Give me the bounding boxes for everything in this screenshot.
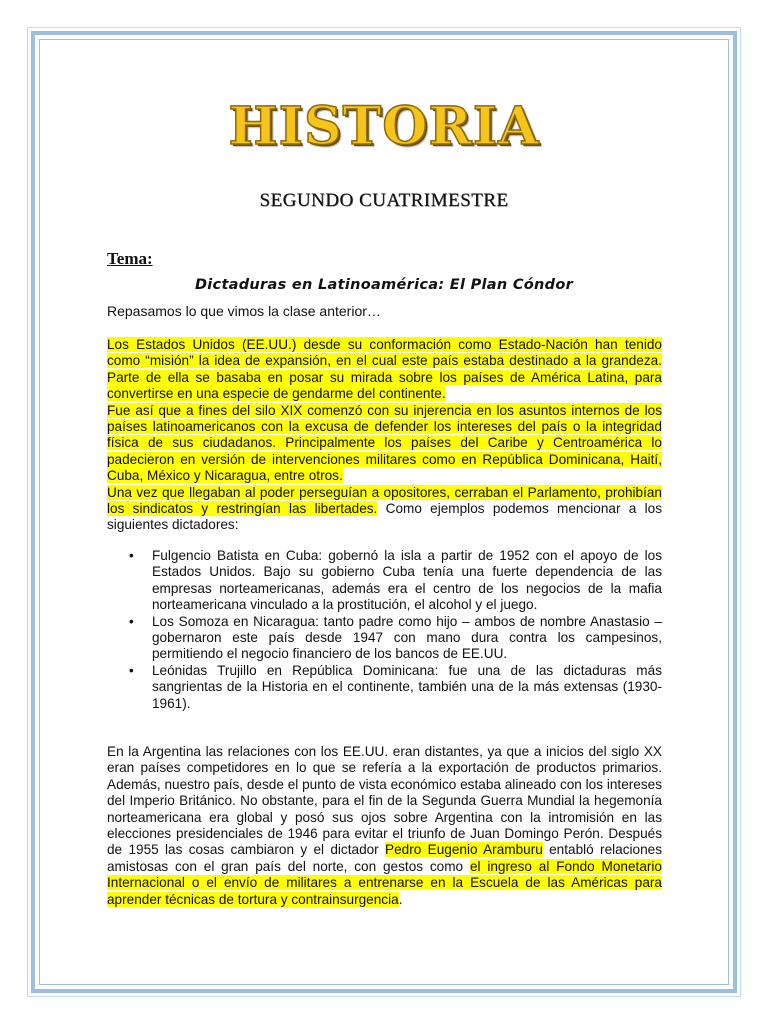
document-subtitle: SEGUNDO CUATRIMESTRE xyxy=(259,190,509,211)
theme-title: Dictaduras en Latinoamérica: El Plan Cóndor xyxy=(194,277,574,293)
bullet-icon: • xyxy=(129,548,134,563)
paragraph-intro-usa xyxy=(107,337,662,534)
document-title: HISTORIA xyxy=(228,96,540,157)
list-item-text: Leónidas Trujillo en República Dominicana: fue una de las dictaduras más sangrientas de la Historia en el continente, también una de la más extensas (1930-1961). xyxy=(152,662,662,711)
paragraph-text: . xyxy=(398,891,403,907)
highlight-text: el ingreso al Fondo Monetario Internacional o el envío de militares a entrenarse en la Escuela de las Américas para aprender técnicas de tortura y contrainsurgencia xyxy=(107,858,662,907)
bullet-icon: • xyxy=(129,662,134,678)
intro-text: Repasamos lo que vimos la clase anterior… xyxy=(107,303,381,319)
tema-label: Tema: xyxy=(107,249,153,268)
highlight-text: Los Estados Unidos (EE.UU.) desde su conformación como Estado-Nación han tenido como “misión” la idea de expansión, en el cual este país estaba destinado a la grandeza. Parte de ella se basaba en posar su mirada sobre los países de América Latina, para convertirse en una especie de gendarme del continente. xyxy=(107,337,662,402)
list-item xyxy=(107,663,662,712)
highlight-text: Pedro Eugenio Aramburu xyxy=(385,842,543,858)
paragraph-argentina xyxy=(107,744,662,908)
highlight-text: Fue así que a fines del silo XIX comenzó con su injerencia en los asuntos internos de los países latinoamericanos con la excusa de defender los intereses del país o la integridad física de sus ciudadanos. Principalmente los países del Caribe y Centroamérica lo padecieron en versión de intervenciones militares como en República Dominicana, Haití, Cuba, México y Nicaragua, entre otros. xyxy=(107,402,662,484)
list-item-text: Fulgencio Batista en Cuba: gobernó la isla a partir de 1952 con el apoyo de los Estados Unidos. Bajo su gobierno Cuba tenía una fuerte dependencia de las empresas norteamericanas, además era el centro de los negocios de la mafia norteamericana vinculado a la prostitución, el alcohol y el juego. xyxy=(152,548,662,613)
paragraph-text: En la Argentina las relaciones con los EE.UU. eran distantes, ya que a inicios del siglo XX eran países competidores en lo que se refería a la exportación de productos primarios. Además, nuestro país, desde el punto de vista económico estaba alineado con los intereses del Imperio Británico. No obstante, para el fin de la Segunda Guerra Mundial la hegemonía norteamericana era global y posó sus ojos sobre Argentina con la intromisión en las elecciones presidenciales de 1946 para evitar el triunfo de Juan Domingo Perón. Después de 1955 las cosas cambiaron y el dictador xyxy=(107,744,662,858)
bullet-icon: • xyxy=(129,613,134,629)
highlight-text: Una vez que llegaban al poder perseguían a opositores, cerraban el Parlamento, prohibían los sindicatos y restringían las libertades. xyxy=(107,484,662,517)
paragraph-text: entabló relaciones amistosas con el gran país del norte, con gestos como xyxy=(107,842,663,874)
list-item xyxy=(107,548,662,614)
list-item xyxy=(107,614,662,663)
dictators-list xyxy=(107,548,662,712)
list-item-text: Los Somoza en Nicaragua: tanto padre como hijo – ambos de nombre Anastasio – gobernaron este país desde 1947 con mano dura contra los campesinos, permitiendo el negocio financiero de los bancos de EE.UU. xyxy=(152,613,662,662)
paragraph-text: Como ejemplos podemos mencionar a los siguientes dictadores: xyxy=(107,501,663,533)
